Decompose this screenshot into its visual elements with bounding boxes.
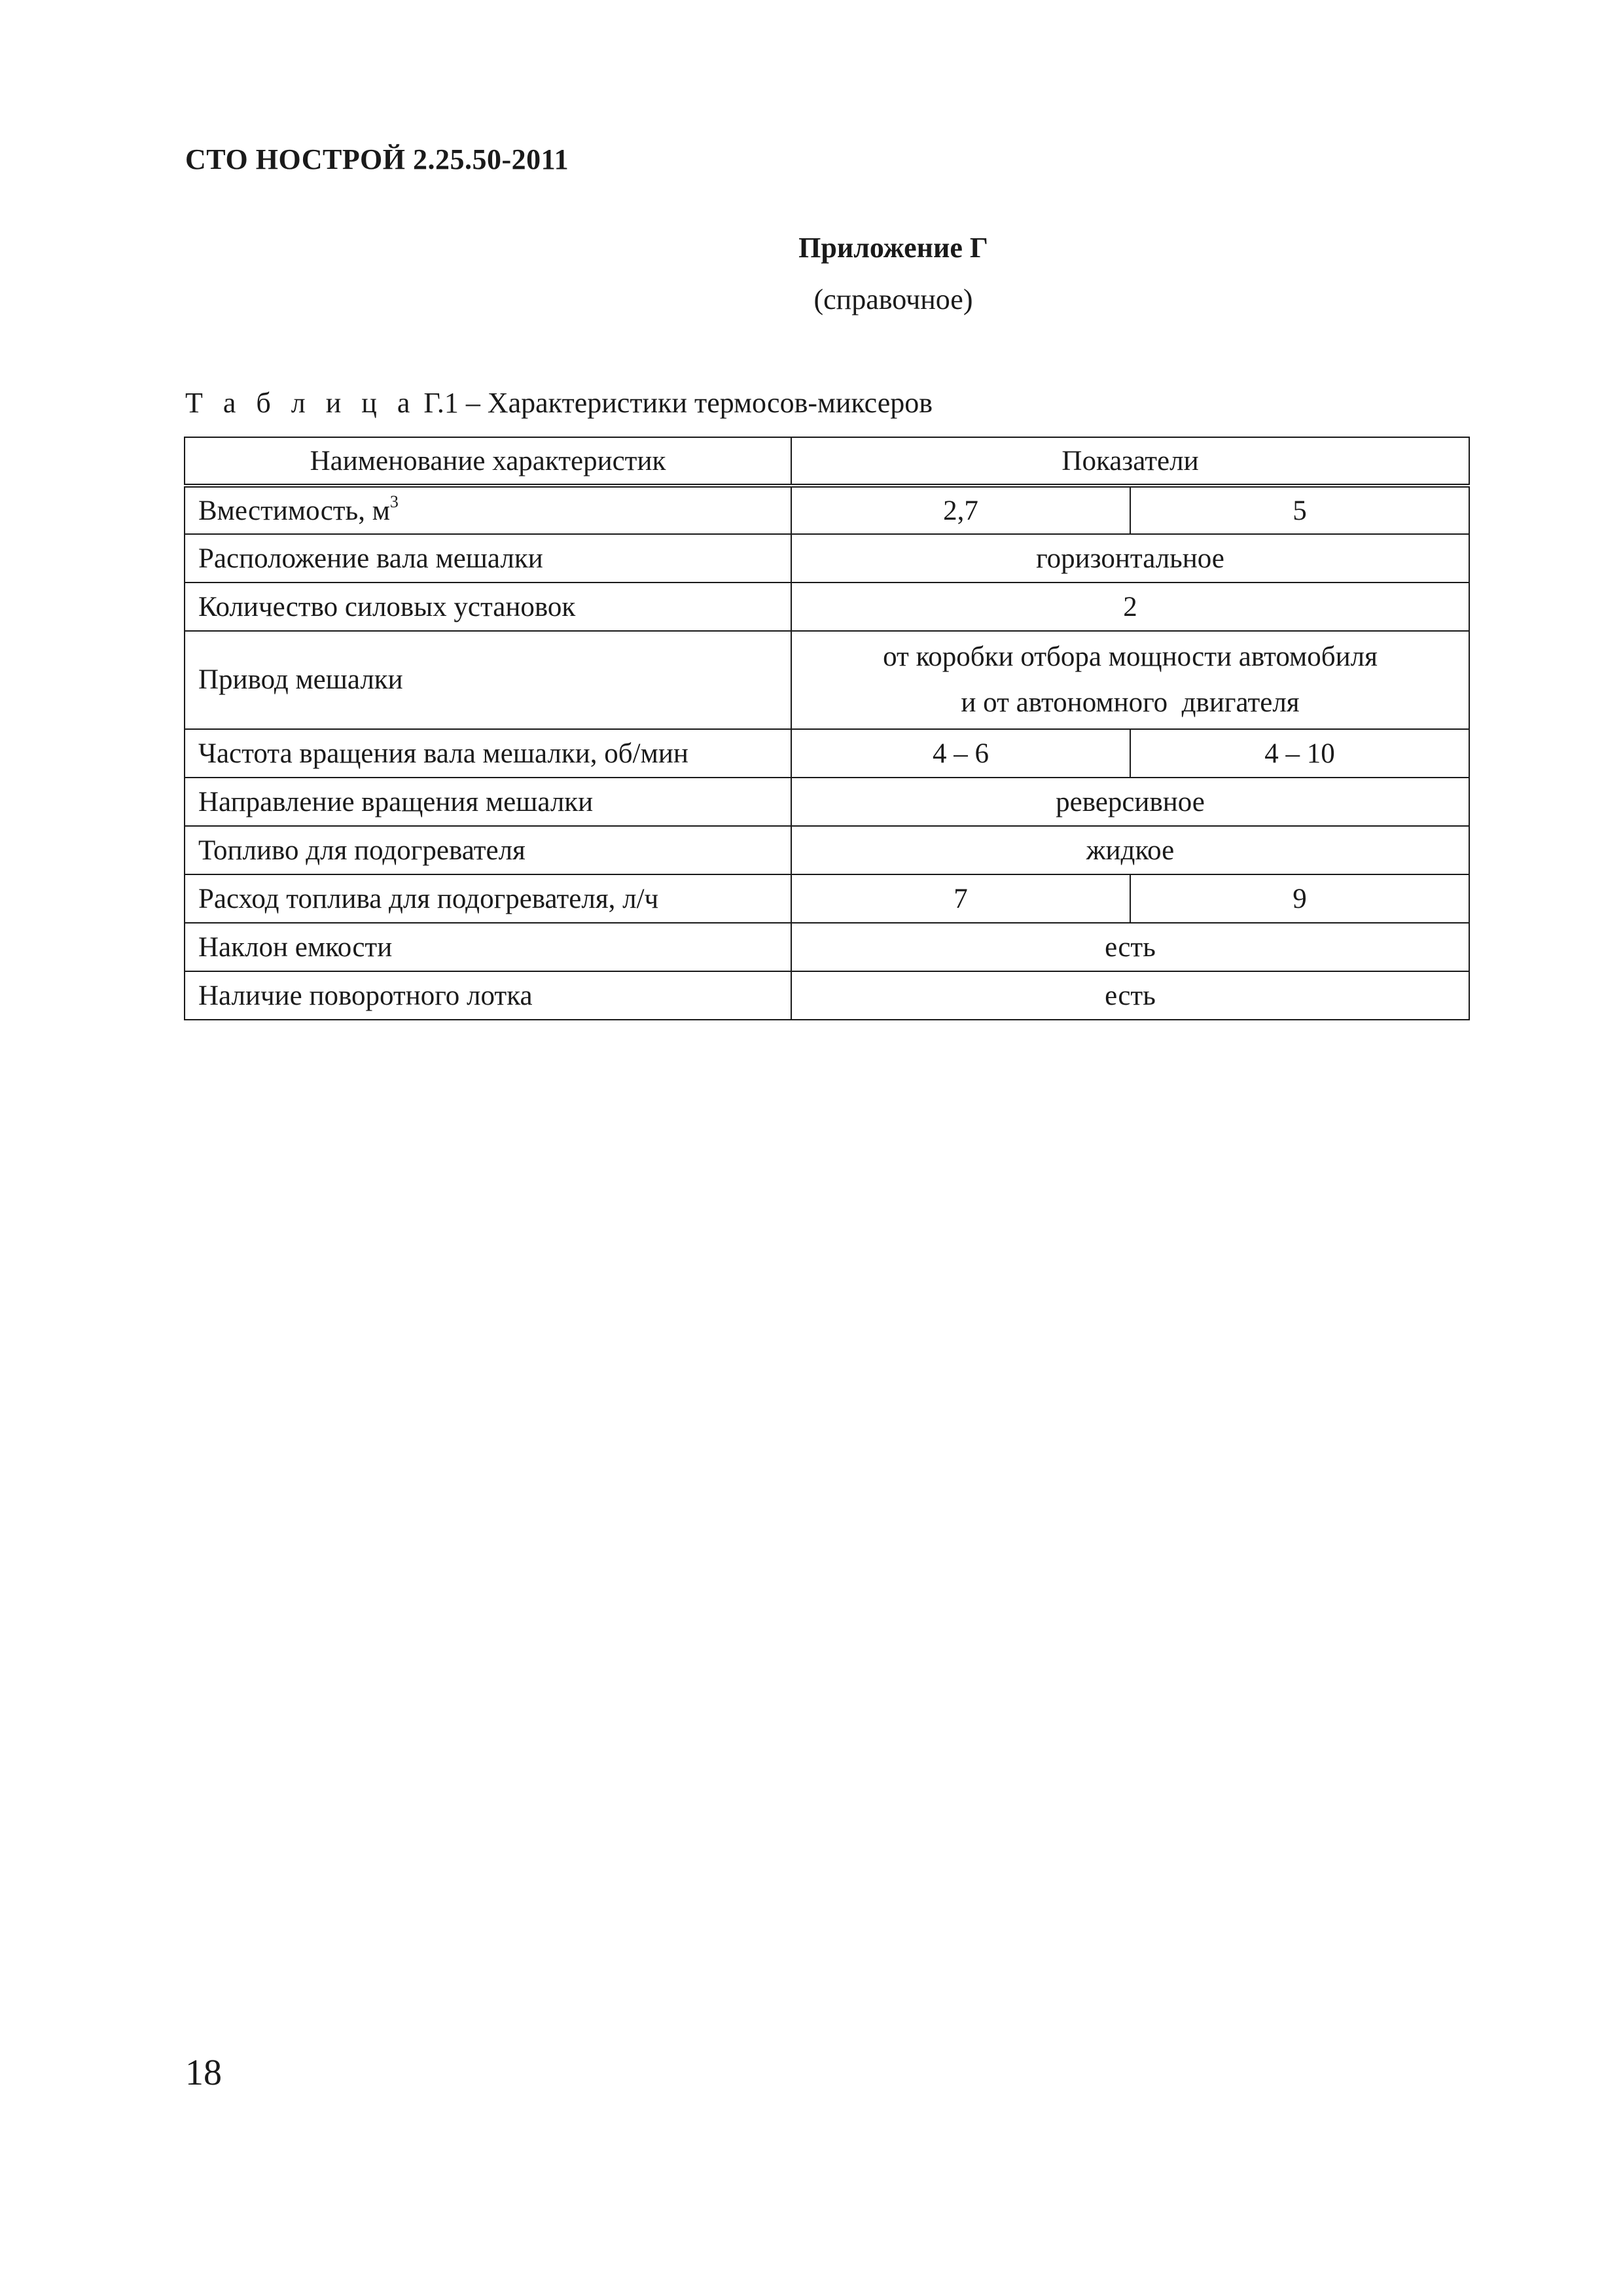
row-name: Топливо для подогревателя [185,826,791,874]
table-row [185,971,1469,1020]
header-values: Показатели [791,437,1469,486]
header-characteristic-name: Наименование характеристик [185,437,791,486]
row-name: Расположение вала мешалки [185,534,791,583]
table-row [185,826,1469,874]
table-row [185,778,1469,826]
superscript: 3 [389,492,399,511]
row-value: горизонтальное [791,534,1469,583]
row-name: Наклон емкости [185,923,791,971]
table-row [185,631,1469,729]
row-value: есть [791,923,1469,971]
page-number: 18 [185,2053,222,2093]
table-row [185,729,1469,778]
row-name: Частота вращения вала мешалки, об/мин [185,729,791,778]
table-row [185,874,1469,923]
table-row [185,583,1469,631]
appendix-subtitle: (справочное) [813,283,973,315]
row-value-1: 4 – 6 [791,729,1130,778]
appendix-title: Приложение Г [798,232,988,264]
row-name: Расход топлива для подогревателя, л/ч [185,874,791,923]
table-row [185,534,1469,583]
row-value: жидкое [791,826,1469,874]
row-name: Количество силовых установок [185,583,791,631]
table-header-row [185,437,1469,486]
row-value-line-1: от коробки отбора мощности автомобиля [883,641,1378,672]
row-name: Привод мешалки [185,631,791,729]
row-value: 2 [791,583,1469,631]
row-value-2: 9 [1130,874,1469,923]
row-value: есть [791,971,1469,1020]
row-name [185,486,791,534]
row-name: Направление вращения мешалки [185,778,791,826]
table-caption-prefix: Т а б л и ц а [185,387,417,419]
table-caption [185,386,933,420]
document-code: СТО НОСТРОЙ 2.25.50-2011 [185,143,569,175]
characteristics-table [184,437,1470,1020]
table-caption-text: Г.1 – Характеристики термосов-миксеров [416,387,933,419]
table-row [185,923,1469,971]
table-row [185,486,1469,534]
row-name-text: Вместимость, м [198,495,390,526]
row-value-2: 4 – 10 [1130,729,1469,778]
row-name: Наличие поворотного лотка [185,971,791,1020]
row-value-line-2: и от автономного двигателя [961,687,1300,718]
row-value-1: 7 [791,874,1130,923]
row-value-2: 5 [1130,486,1469,534]
row-value [791,631,1469,729]
row-value-1: 2,7 [791,486,1130,534]
row-value: реверсивное [791,778,1469,826]
